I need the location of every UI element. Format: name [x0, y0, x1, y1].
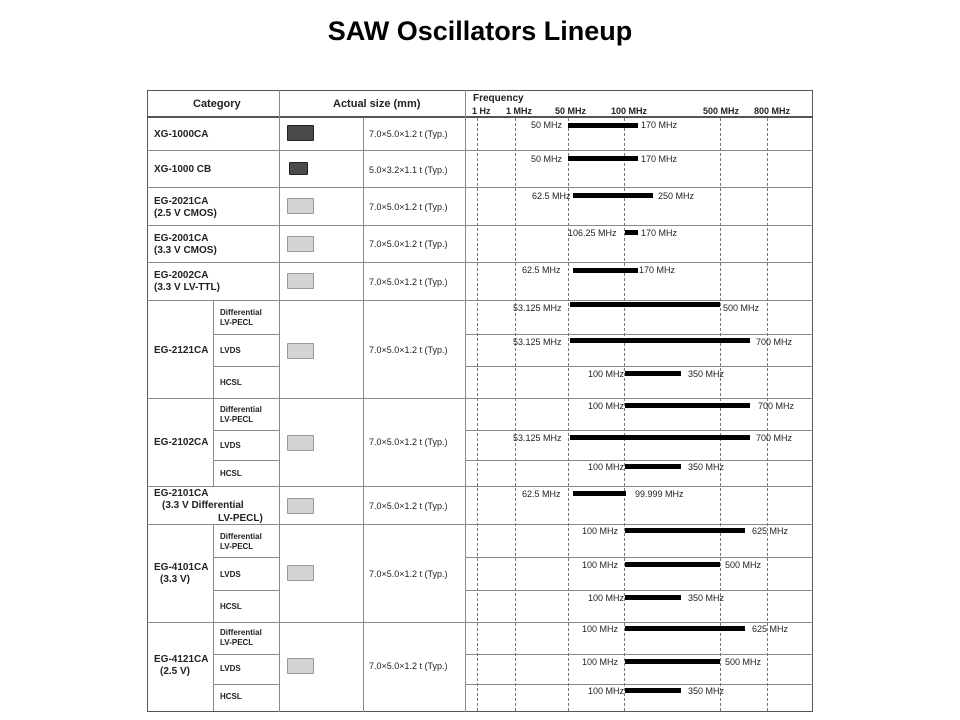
product-name: XG-1000 CB — [154, 164, 212, 175]
output-type-label: LV-PECL — [220, 638, 254, 647]
product-name: EG-2101CA — [154, 488, 209, 499]
freq-max-label: 170 MHz — [641, 120, 678, 130]
freq-max-label: 625 MHz — [752, 624, 789, 634]
tick-1hz: 1 Hz — [472, 106, 491, 116]
product-spec: (3.3 V LV-TTL) — [154, 282, 220, 293]
output-type-label: LV-PECL — [220, 415, 254, 424]
size-value: 7.0×5.0×1.2 t (Typ.) — [369, 239, 448, 249]
freq-range-bar — [568, 123, 638, 128]
output-type-label: HCSL — [220, 692, 242, 701]
freq-max-label: 170 MHz — [641, 154, 678, 164]
product-name: EG-2021CA — [154, 196, 209, 207]
size-value: 7.0×5.0×1.2 t (Typ.) — [369, 437, 448, 447]
freq-min-label: 100 MHz — [582, 624, 619, 634]
lineup-table — [147, 90, 813, 712]
freq-max-label: 350 MHz — [688, 686, 725, 696]
chip-image — [287, 125, 314, 141]
freq-min-label: 62.5 MHz — [522, 265, 561, 275]
freq-min-label: 100 MHz — [582, 657, 619, 667]
size-value: 7.0×5.0×1.2 t (Typ.) — [369, 129, 448, 139]
product-name: EG-4121CA — [154, 654, 209, 665]
freq-range-bar — [625, 230, 638, 235]
chip-image — [287, 343, 314, 359]
freq-range-bar — [625, 626, 745, 631]
freq-range-bar — [570, 338, 750, 343]
freq-range-bar — [625, 528, 745, 533]
freq-max-label: 350 MHz — [688, 462, 725, 472]
freq-max-label: 350 MHz — [688, 369, 725, 379]
freq-max-label: 170 MHz — [639, 265, 676, 275]
output-type-label: LVDS — [220, 346, 241, 355]
output-type-label: LV-PECL — [220, 318, 254, 327]
chip-image — [287, 273, 314, 289]
header-actual-size: Actual size (mm) — [333, 98, 421, 110]
freq-max-label: 350 MHz — [688, 593, 725, 603]
freq-min-label: 100 MHz — [582, 526, 619, 536]
freq-max-label: 170 MHz — [641, 228, 678, 238]
freq-max-label: 500 MHz — [723, 303, 760, 313]
chip-image — [289, 162, 308, 175]
freq-max-label: 99.999 MHz — [635, 489, 684, 499]
freq-range-bar — [570, 302, 720, 307]
size-value: 5.0×3.2×1.1 t (Typ.) — [369, 165, 448, 175]
product-spec: (2.5 V CMOS) — [154, 208, 217, 219]
freq-min-label: 106.25 MHz — [568, 228, 617, 238]
product-name: EG-2102CA — [154, 437, 209, 448]
freq-min-label: 100 MHz — [588, 686, 625, 696]
freq-range-bar — [570, 435, 750, 440]
product-name: EG-4101CA — [154, 562, 209, 573]
tick-50mhz: 50 MHz — [555, 106, 587, 116]
freq-range-bar — [573, 193, 653, 198]
chip-image — [287, 658, 314, 674]
freq-range-bar — [568, 156, 638, 161]
output-type-label: Differential — [220, 532, 262, 541]
tick-100mhz: 100 MHz — [611, 106, 648, 116]
output-type-label: LVDS — [220, 664, 241, 673]
output-type-label: LV-PECL — [220, 542, 254, 551]
freq-min-label: 100 MHz — [588, 369, 625, 379]
freq-min-label: 100 MHz — [588, 401, 625, 411]
freq-max-label: 250 MHz — [658, 191, 695, 201]
freq-min-label: 100 MHz — [582, 560, 619, 570]
chip-image — [287, 435, 314, 451]
product-spec: (3.3 V) — [160, 574, 191, 585]
header-category: Category — [193, 98, 241, 110]
freq-min-label: 62.5 MHz — [522, 489, 561, 499]
product-spec: (3.3 V CMOS) — [154, 245, 217, 256]
chip-image — [287, 498, 314, 514]
freq-range-bar — [625, 464, 681, 469]
chip-image — [287, 236, 314, 252]
freq-range-bar — [625, 688, 681, 693]
output-type-label: Differential — [220, 405, 262, 414]
output-type-label: LVDS — [220, 570, 241, 579]
output-type-label: HCSL — [220, 378, 242, 387]
tick-800mhz: 800 MHz — [754, 106, 791, 116]
freq-range-bar — [625, 403, 750, 408]
freq-min-label: 53.125 MHz — [513, 337, 562, 347]
size-value: 7.0×5.0×1.2 t (Typ.) — [369, 569, 448, 579]
page-title: SAW Oscillators Lineup — [327, 16, 633, 46]
chip-image — [287, 198, 314, 214]
product-name: EG-2001CA — [154, 233, 209, 244]
size-value: 7.0×5.0×1.2 t (Typ.) — [369, 277, 448, 287]
tick-500mhz: 500 MHz — [703, 106, 740, 116]
freq-min-label: 100 MHz — [588, 593, 625, 603]
tick-1mhz: 1 MHz — [506, 106, 533, 116]
size-value: 7.0×5.0×1.2 t (Typ.) — [369, 661, 448, 671]
freq-max-label: 625 MHz — [752, 526, 789, 536]
header-frequency: Frequency — [473, 93, 524, 104]
freq-min-label: 53.125 MHz — [513, 303, 562, 313]
freq-min-label: 53.125 MHz — [513, 433, 562, 443]
freq-min-label: 100 MHz — [588, 462, 625, 472]
output-type-label: Differential — [220, 308, 262, 317]
size-value: 7.0×5.0×1.2 t (Typ.) — [369, 345, 448, 355]
product-name: EG-2121CA — [154, 345, 209, 356]
output-type-label: LVDS — [220, 441, 241, 450]
size-value: 7.0×5.0×1.2 t (Typ.) — [369, 501, 448, 511]
output-type-label: HCSL — [220, 602, 242, 611]
output-type-label: HCSL — [220, 469, 242, 478]
freq-max-label: 500 MHz — [725, 657, 762, 667]
freq-max-label: 700 MHz — [758, 401, 795, 411]
output-type-label: Differential — [220, 628, 262, 637]
freq-range-bar — [573, 491, 626, 496]
product-spec: (2.5 V) — [160, 666, 191, 677]
freq-range-bar — [625, 659, 720, 664]
freq-range-bar — [625, 371, 681, 376]
product-spec: (3.3 V Differential — [162, 500, 244, 511]
freq-min-label: 50 MHz — [531, 120, 563, 130]
freq-min-label: 62.5 MHz — [532, 191, 571, 201]
freq-range-bar — [625, 562, 720, 567]
product-spec: LV-PECL) — [218, 513, 263, 524]
product-name: XG-1000CA — [154, 129, 209, 140]
freq-max-label: 500 MHz — [725, 560, 762, 570]
freq-max-label: 700 MHz — [756, 433, 793, 443]
freq-range-bar — [625, 595, 681, 600]
chip-image — [287, 565, 314, 581]
freq-max-label: 700 MHz — [756, 337, 793, 347]
size-value: 7.0×5.0×1.2 t (Typ.) — [369, 202, 448, 212]
freq-range-bar — [573, 268, 638, 273]
freq-min-label: 50 MHz — [531, 154, 563, 164]
product-name: EG-2002CA — [154, 270, 209, 281]
